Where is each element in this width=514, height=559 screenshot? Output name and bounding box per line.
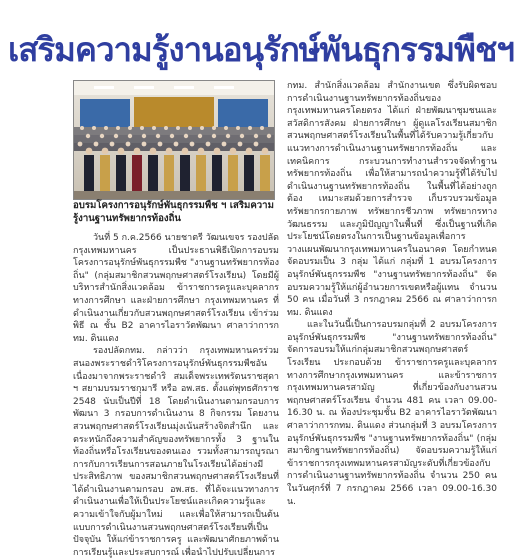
article-column-1 [73,232,279,558]
article-headline: เสริมความรู้งานอนุรักษ์พันธุกรรมพืชฯ [8,30,514,69]
article-column-2 [287,80,497,512]
paragraph: รองปลัดกทม. กล่าวว่า กรุงเทพมหานครร่วมสนองพระราชดำริโครงการอนุรักษ์พันธุกรรมพืชอันเนื่องมาจากพระราชดำริ สมเด็จพระเทพรัตนราชสุดา ฯ สยามบรมราชกุมารี หรือ อพ.สธ. ตั้งแต่พุทธศักราช 2548 นับเป็นปีที่ 18 โดยดำเนินงานตามกรอบการพัฒนา 3 กรอบการดำเนินงาน 8 กิจกรรม โดยงานสวนพฤกษศาสตร์โรงเรียนมุ่งเน้นสร้างจิตสำนึก และตระหนักถึงความสำคัญของทรัพยากรทั้ง 3 ฐานในท้องถิ่นหรือโรงเรียนของตนเอง รวมทั้งสามารถบูรณาการกับการเรียนการสอนภายในโรงเรียนได้อย่างมีประสิทธิภาพ ของสมาชิกสวนพฤกษศาสตร์โรงเรียนที่ได้ดำเนินงานตามกรอบ อพ.สธ. ที่ได้จะแนวทางการดำเนินงานเพื่อให้เป็นประโยชน์และเกิดความรู้และความเข้าใจกับผู้มาใหม่ และเพื่อให้สามารถเป็นต้นแบบการดำเนินงานสวนพฤกษศาสตร์โรงเรียนที่เป็นปัจจุบัน ให้แก่ข้าราชการครู และพัฒนาศักยภาพด้านการเรียนรู้และประสบการณ์ เพื่อนำไปปรับเปลี่ยนการ [73,346,279,558]
article-photo [73,80,275,200]
paragraph: วันที่ 5 ก.ค.2566 นายชาตรี วัฒนเขจร รองปลัดกรุงเทพมหานคร เป็นประธานพิธีเปิดการอบรมโครงการอนุรักษ์พันธุกรรมพืช "งานฐานทรัพยากรท้องถิ่น" (กลุ่มสมาชิกสวนพฤกษศาสตร์โรงเรียน) โดยมีผู้บริหารสำนักสิ่งแวดล้อม ข้าราชการครูและบุคลากรทางการศึกษา และฝ่ายการศึกษา กรุงเทพมหานคร ที่ดำเนินงานเกี่ยวกับสวนพฤกษศาสตร์โรงเรียน เข้าร่วมพิธี ณ ชั้น B2 อาคารไอราวัตพัฒนา ศาลาว่าการกทม. ดินแดง [73,233,279,344]
group-photo-image [74,81,274,199]
paragraph: กทม. สำนักสิ่งแวดล้อม สำนักงานเขต ซึ่งรับผิดชอบการดำเนินงานฐานทรัพยากรท้องถิ่นของกรุงเทพมหานครโดยตรง ได้แก่ ฝ่ายพัฒนาชุมชนและสวัสดิการสังคม ฝ่ายการศึกษา ผู้ดูแลโรงเรียนสมาชิกสวนพฤกษศาสตร์โรงเรียนในพื้นที่ได้รับความรู้เกี่ยวกับแนวทางการดำเนินงานฐานทรัพยากรท้องถิ่น และเทคนิคการ กระบวนการทำงานสำรวจจัดทำฐานทรัพยากรท้องถิ่น เพื่อให้สามารถนำความรู้ที่ได้รับไปดำเนินงานฐานทรัพยากรท้องถิ่น ในพื้นที่ได้อย่างถูกต้อง เหมาะสมด้วยการสำรวจ เก็บรวบรวมข้อมูลทรัพยากรกายภาพ ทรัพยากรชีวภาพ ทรัพยากรทางวัฒนธรรม และภูมิปัญญาในพื้นที่ ซึ่งเป็นฐานที่เกิดประโยชน์โดยตรงในการเป็นฐานข้อมูลเพื่อการวางแผนพัฒนากรุงเทพมหานครในอนาคต โดยกำหนดจัดอบรมเป็น 3 กลุ่ม ได้แก่ กลุ่มที่ 1 อบรมโครงการอนุรักษ์พันธุกรรมพืช "งานฐานทรัพยากรท้องถิ่น" จัดอบรมความรู้ให้แก่ผู้อำนวยการเขตหรือผู้แทน จำนวน 50 คน เมื่อวันที่ 3 กรกฎาคม 2566 ณ ศาลาว่าการกทม. ดินแดง [287,81,497,318]
paragraph: และในวันนี้เป็นการอบรมกลุ่มที่ 2 อบรมโครงการอนุรักษ์พันธุกรรมพืช "งานฐานทรัพยากรท้องถิ่น" จัดการอบรมให้แก่กลุ่มสมาชิกสวนพฤกษศาสตร์โรงเรียน ประกอบด้วย ข้าราชการครูและบุคลากรทางการศึกษากรุงเทพมหานคร และข้าราชการกรุงเทพมหานครสามัญ ที่เกี่ยวข้องกับงานสวนพฤกษศาสตร์โรงเรียน จำนวน 481 คน เวลา 09.00-16.30 น. ณ ห้องประชุมชั้น B2 อาคารไอราวัตพัฒนา ศาลาว่าการกทม. ดินแดง ส่วนกลุ่มที่ 3 อบรมโครงการอนุรักษ์พันธุกรรมพืช "งานฐานทรัพยากรท้องถิ่น" (กลุ่มสมาชิกฐานทรัพยากรท้องถิ่น) จัดอบรมความรู้ให้แก่ข้าราชการกรุงเทพมหานครสามัญระดับที่เกี่ยวข้องกับการดำเนินงานฐานทรัพยากรท้องถิ่น จำนวน 250 คน ในวันศุกร์ที่ 7 กรกฎาคม 2566 เวลา 09.00-16.30 น. [287,320,497,507]
photo-caption: อบรมโครงการอนุรักษ์พันธุกรรมพืช ฯ เสริมความรู้งานฐานทรัพยากรท้องถิ่น [73,200,274,224]
